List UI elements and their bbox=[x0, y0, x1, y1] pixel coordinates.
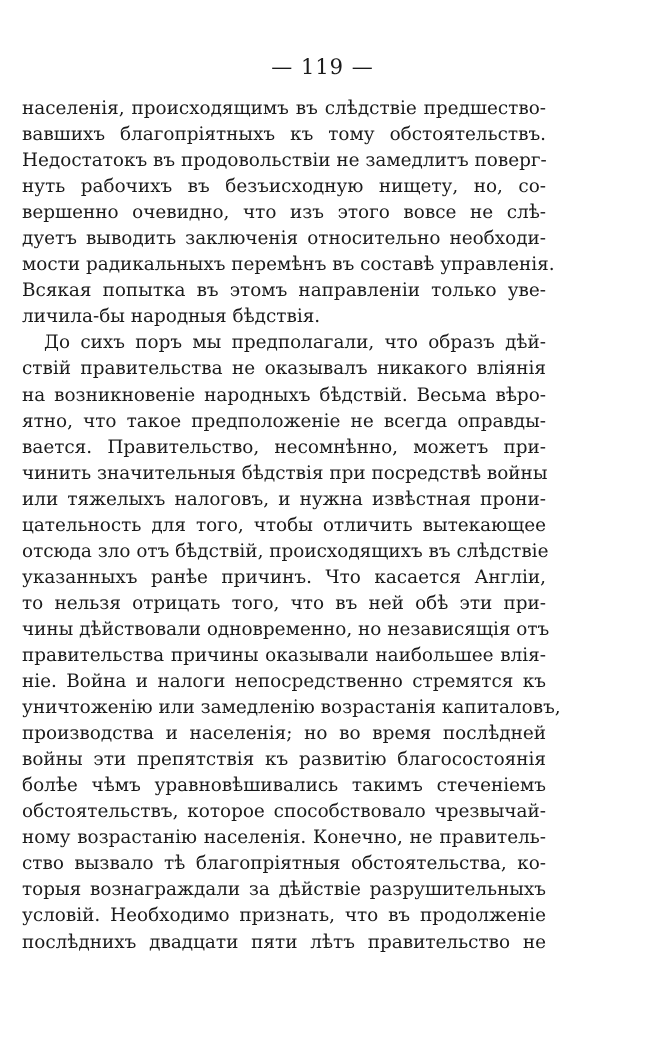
text-line: обстоятельствъ, которое способствовало чрезвычай- bbox=[22, 801, 546, 823]
text-line: ствій правительства не оказывалъ никакого вліянія bbox=[22, 358, 546, 380]
text-line: ніе. Война и налоги непосредственно стремятся къ bbox=[22, 671, 546, 693]
text-line: отсюда зло отъ бѣдствій, происходящихъ въ слѣдствіе bbox=[22, 540, 549, 562]
text-line: торыя вознаграждали за дѣйствіе разрушительныхъ bbox=[22, 879, 546, 901]
text-line: ному возрастанію населенія. Конечно, не правитель- bbox=[22, 827, 546, 849]
text-line: мости радикальныхъ перемѣнъ въ составѣ управленія. bbox=[22, 254, 555, 276]
text-line: дуетъ выводить заключенія относительно необходи- bbox=[22, 228, 546, 250]
text-line: личила-бы народныя бѣдствія. bbox=[22, 306, 321, 328]
text-line: вершенно очевидно, что изъ этого вовсе не слѣ- bbox=[22, 202, 546, 224]
text-line: нуть рабочихъ въ безъисходную нищету, но, со- bbox=[22, 176, 546, 198]
text-line: ство вызвало тѣ благопріятныя обстоятельства, ко- bbox=[22, 853, 546, 875]
text-line: Недостатокъ въ продовольствіи не замедлитъ поверг- bbox=[22, 150, 547, 172]
text-line: вавшихъ благопріятныхъ къ тому обстоятельствъ. bbox=[22, 124, 546, 146]
text-line: производства и населенія; но во время послѣдней bbox=[22, 723, 546, 745]
text-line: До сихъ поръ мы предполагали, что образъ дѣй- bbox=[44, 332, 546, 354]
text-line: условій. Необходимо признать, что въ продолженіе bbox=[22, 905, 546, 927]
text-line: чинить значительныя бѣдствія при посредствѣ войны bbox=[22, 462, 548, 484]
text-line: цательность для того, чтобы отличить вытекающее bbox=[22, 514, 546, 536]
text-line: указанныхъ ранѣе причинъ. Что касается Англіи, bbox=[22, 566, 546, 588]
text-line: вается. Правительство, несомнѣнно, можетъ при- bbox=[22, 436, 546, 458]
text-line: чины дѣйствовали одновременно, но независящія отъ bbox=[22, 618, 550, 640]
page-number: — 119 — bbox=[271, 55, 374, 79]
text-line: на возникновеніе народныхъ бѣдствій. Весьма вѣро- bbox=[22, 384, 546, 406]
text-line: то нельзя отрицать того, что въ ней обѣ эти при- bbox=[22, 592, 546, 614]
text-line: послѣднихъ двадцати пяти лѣтъ правительство не bbox=[22, 931, 546, 953]
text-line: ятно, что такое предположеніе не всегда оправды- bbox=[22, 410, 546, 432]
text-line: правительства причины оказывали наибольшее влія- bbox=[22, 644, 546, 666]
text-line: болѣе чѣмъ уравновѣшивались такимъ стеченіемъ bbox=[22, 775, 546, 797]
text-line: или тяжелыхъ налоговъ, и нужна извѣстная прони- bbox=[22, 488, 546, 510]
text-line: войны эти препятствія къ развитію благосостоянія bbox=[22, 749, 546, 771]
text-line: населенія, происходящимъ въ слѣдствіе предшество- bbox=[22, 98, 546, 119]
text-line: уничтоженію или замедленію возрастанія капиталовъ, bbox=[22, 697, 561, 719]
text-line: Всякая попытка въ этомъ направленіи только уве- bbox=[22, 280, 546, 302]
page-body bbox=[22, 96, 561, 956]
